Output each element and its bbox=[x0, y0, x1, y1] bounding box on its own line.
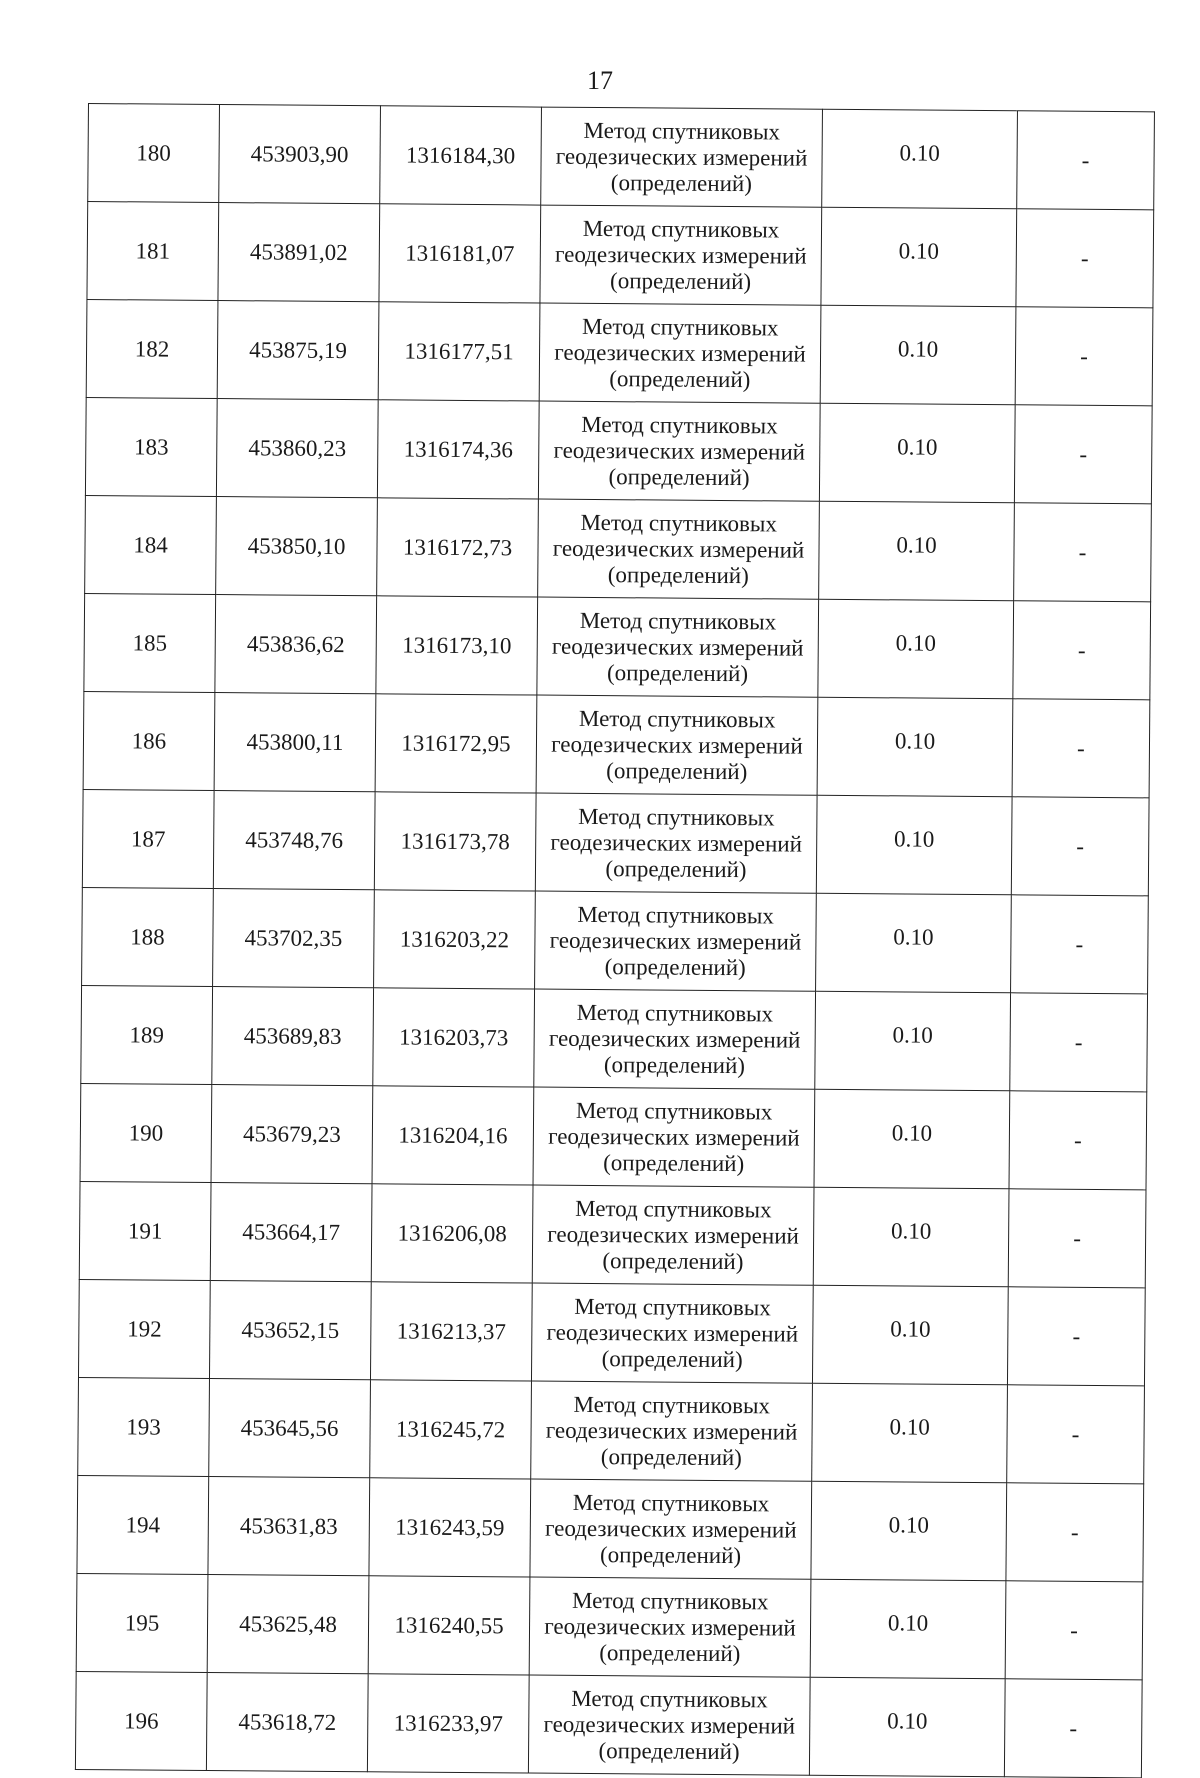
y-coordinate-cell: 1316173,78 bbox=[374, 792, 536, 891]
method-text-line: геодезических измерений bbox=[550, 829, 803, 857]
coordinates-table-wrapper bbox=[75, 103, 1155, 1778]
x-coordinate-cell: 453645,56 bbox=[209, 1378, 371, 1477]
table-row bbox=[87, 202, 1154, 308]
method-text-line: геодезических измерений bbox=[546, 1319, 799, 1347]
table-row bbox=[83, 691, 1150, 797]
method-text-line: Метод спутниковых bbox=[577, 901, 774, 928]
y-coordinate-cell: 1316172,73 bbox=[377, 498, 539, 597]
point-number-cell: 185 bbox=[84, 593, 216, 692]
accuracy-cell: 0.10 bbox=[822, 109, 1018, 209]
accuracy-cell: 0.10 bbox=[816, 893, 1012, 993]
y-coordinate-cell: 1316177,51 bbox=[378, 302, 540, 401]
x-coordinate-cell: 453679,23 bbox=[211, 1085, 373, 1184]
table-row bbox=[78, 1377, 1145, 1483]
method-text-line: геодезических измерений bbox=[549, 927, 802, 955]
x-coordinate-cell: 453748,76 bbox=[213, 791, 375, 890]
table-row bbox=[75, 1671, 1142, 1777]
method-text-line: (определений) bbox=[605, 855, 747, 882]
point-number-cell: 193 bbox=[78, 1377, 210, 1476]
table-row bbox=[86, 299, 1153, 405]
point-number-cell: 190 bbox=[80, 1083, 212, 1182]
extra-cell: - bbox=[1005, 1581, 1143, 1680]
method-text-line: Метод спутниковых bbox=[581, 411, 778, 438]
method-text-line: Метод спутниковых bbox=[574, 1293, 771, 1320]
method-cell bbox=[540, 205, 822, 305]
x-coordinate-cell: 453891,02 bbox=[218, 203, 380, 302]
extra-cell: - bbox=[1011, 895, 1149, 994]
method-text-line: (определений) bbox=[609, 267, 752, 294]
extra-cell: - bbox=[1014, 405, 1152, 504]
x-coordinate-cell: 453664,17 bbox=[210, 1182, 372, 1281]
y-coordinate-cell: 1316203,22 bbox=[374, 890, 536, 989]
extra-cell: - bbox=[1010, 993, 1148, 1092]
method-cell bbox=[533, 1087, 815, 1187]
point-number-cell: 182 bbox=[86, 299, 218, 398]
extra-cell: - bbox=[1009, 1091, 1147, 1190]
method-text-line: (определений) bbox=[599, 1639, 741, 1666]
method-text-line: Метод спутниковых bbox=[572, 1489, 770, 1516]
method-text-line: геодезических измерений bbox=[548, 1123, 800, 1151]
method-cell bbox=[529, 1577, 811, 1677]
x-coordinate-cell: 453631,83 bbox=[208, 1476, 370, 1575]
point-number-cell: 180 bbox=[88, 104, 220, 203]
table-row bbox=[82, 887, 1149, 993]
table-row bbox=[80, 1083, 1147, 1189]
table-row bbox=[85, 495, 1152, 601]
coordinates-table-body bbox=[75, 104, 1154, 1778]
method-text-line: геодезических измерений bbox=[544, 1515, 797, 1543]
method-text-line: Метод спутниковых bbox=[573, 1391, 771, 1418]
method-text-line: (определений) bbox=[606, 659, 749, 686]
method-text-line: (определений) bbox=[609, 365, 751, 392]
table-row bbox=[88, 104, 1155, 210]
point-number-cell: 189 bbox=[81, 985, 213, 1084]
method-text-line: (определений) bbox=[602, 1247, 744, 1274]
extra-cell: - bbox=[1011, 797, 1149, 896]
method-text-line: Метод спутниковых bbox=[575, 1097, 773, 1124]
table-row bbox=[82, 789, 1149, 895]
method-text-line: геодезических измерений bbox=[545, 1417, 798, 1445]
y-coordinate-cell: 1316206,08 bbox=[371, 1184, 533, 1283]
method-cell bbox=[538, 499, 820, 599]
y-coordinate-cell: 1316184,30 bbox=[380, 106, 542, 205]
point-number-cell: 186 bbox=[83, 691, 215, 790]
accuracy-cell: 0.10 bbox=[815, 991, 1011, 1091]
method-cell bbox=[539, 303, 821, 403]
method-text-line: Метод спутниковых bbox=[579, 607, 777, 634]
table-row bbox=[77, 1475, 1144, 1581]
x-coordinate-cell: 453618,72 bbox=[206, 1672, 368, 1771]
method-text-line: (определений) bbox=[610, 169, 753, 196]
method-text-line: геодезических измерений bbox=[555, 143, 808, 171]
method-text-line: геодезических измерений bbox=[554, 241, 807, 269]
method-cell bbox=[535, 793, 817, 893]
table-row bbox=[81, 985, 1148, 1091]
method-text-line: геодезических измерений bbox=[551, 731, 803, 759]
accuracy-cell: 0.10 bbox=[812, 1285, 1008, 1385]
y-coordinate-cell: 1316213,37 bbox=[370, 1282, 532, 1381]
extra-cell: - bbox=[1006, 1483, 1144, 1582]
point-number-cell: 192 bbox=[78, 1279, 210, 1378]
x-coordinate-cell: 453903,90 bbox=[219, 105, 381, 204]
point-number-cell: 187 bbox=[82, 789, 214, 888]
method-text-line: геодезических измерений bbox=[547, 1221, 799, 1249]
method-text-line: геодезических измерений bbox=[554, 339, 806, 367]
method-cell bbox=[534, 989, 816, 1089]
accuracy-cell: 0.10 bbox=[818, 599, 1014, 699]
point-number-cell: 194 bbox=[77, 1475, 209, 1574]
method-cell bbox=[530, 1479, 812, 1579]
method-text-line: Метод спутниковых bbox=[583, 117, 781, 144]
method-text-line: Метод спутниковых bbox=[582, 215, 780, 242]
method-text-line: (определений) bbox=[600, 1443, 743, 1470]
method-cell bbox=[531, 1283, 813, 1383]
method-text-line: (определений) bbox=[607, 561, 749, 588]
point-number-cell: 188 bbox=[82, 887, 214, 986]
accuracy-cell: 0.10 bbox=[820, 305, 1016, 405]
accuracy-cell: 0.10 bbox=[816, 795, 1012, 895]
method-text-line: Метод спутниковых bbox=[580, 509, 778, 536]
extra-cell: - bbox=[1007, 1287, 1145, 1386]
method-cell bbox=[536, 695, 818, 795]
point-number-cell: 195 bbox=[76, 1573, 208, 1672]
table-row bbox=[79, 1181, 1146, 1287]
point-number-cell: 196 bbox=[75, 1671, 207, 1770]
y-coordinate-cell: 1316233,97 bbox=[367, 1674, 529, 1773]
accuracy-cell: 0.10 bbox=[810, 1579, 1006, 1679]
y-coordinate-cell: 1316204,16 bbox=[372, 1086, 534, 1185]
method-text-line: Метод спутниковых bbox=[576, 999, 774, 1026]
x-coordinate-cell: 453652,15 bbox=[209, 1280, 371, 1379]
accuracy-cell: 0.10 bbox=[819, 501, 1015, 601]
method-cell bbox=[535, 891, 817, 991]
accuracy-cell: 0.10 bbox=[821, 207, 1017, 307]
extra-cell: - bbox=[1014, 503, 1152, 602]
extra-cell: - bbox=[1016, 209, 1154, 308]
y-coordinate-cell: 1316243,59 bbox=[369, 1478, 531, 1577]
accuracy-cell: 0.10 bbox=[814, 1089, 1010, 1189]
point-number-cell: 191 bbox=[79, 1181, 211, 1280]
extra-cell: - bbox=[1008, 1189, 1146, 1288]
method-text-line: Метод спутниковых bbox=[578, 803, 775, 830]
method-text-line: (определений) bbox=[608, 463, 750, 490]
method-text-line: (определений) bbox=[606, 757, 748, 784]
method-text-line: Метод спутниковых bbox=[571, 1685, 768, 1712]
accuracy-cell: 0.10 bbox=[812, 1383, 1008, 1483]
table-row bbox=[85, 397, 1152, 503]
method-text-line: геодезических измерений bbox=[552, 535, 805, 563]
method-cell bbox=[537, 597, 819, 697]
x-coordinate-cell: 453836,62 bbox=[215, 595, 377, 694]
x-coordinate-cell: 453689,83 bbox=[212, 987, 374, 1086]
page-number: 17 bbox=[587, 66, 613, 95]
accuracy-cell: 0.10 bbox=[819, 403, 1015, 503]
method-text-line: Метод спутниковых bbox=[575, 1195, 772, 1222]
y-coordinate-cell: 1316240,55 bbox=[368, 1576, 530, 1675]
method-text-line: геодезических измерений bbox=[548, 1025, 801, 1053]
method-text-line: (определений) bbox=[604, 953, 746, 980]
x-coordinate-cell: 453702,35 bbox=[213, 889, 375, 988]
x-coordinate-cell: 453875,19 bbox=[217, 301, 379, 400]
y-coordinate-cell: 1316203,73 bbox=[373, 988, 535, 1087]
accuracy-cell: 0.10 bbox=[817, 697, 1013, 797]
method-cell bbox=[541, 107, 823, 207]
extra-cell: - bbox=[1004, 1679, 1142, 1778]
method-text-line: геодезических измерений bbox=[544, 1613, 796, 1641]
method-text-line: Метод спутниковых bbox=[571, 1587, 769, 1614]
y-coordinate-cell: 1316172,95 bbox=[375, 694, 537, 793]
method-text-line: (определений) bbox=[603, 1149, 745, 1176]
method-cell bbox=[528, 1675, 810, 1775]
extra-cell: - bbox=[1012, 699, 1150, 798]
y-coordinate-cell: 1316173,10 bbox=[376, 596, 538, 695]
x-coordinate-cell: 453625,48 bbox=[207, 1574, 369, 1673]
method-text-line: (определений) bbox=[598, 1737, 740, 1764]
extra-cell: - bbox=[1015, 307, 1153, 406]
method-text-line: (определений) bbox=[601, 1345, 743, 1372]
point-number-cell: 183 bbox=[85, 397, 217, 496]
x-coordinate-cell: 453800,11 bbox=[214, 693, 376, 792]
table-row bbox=[76, 1573, 1143, 1679]
extra-cell: - bbox=[1007, 1385, 1145, 1484]
method-cell bbox=[532, 1185, 814, 1285]
method-text-line: геодезических измерений bbox=[551, 633, 804, 661]
x-coordinate-cell: 453860,23 bbox=[216, 399, 378, 498]
table-row bbox=[78, 1279, 1145, 1385]
method-text-line: геодезических измерений bbox=[543, 1711, 796, 1739]
y-coordinate-cell: 1316245,72 bbox=[370, 1380, 532, 1479]
method-text-line: Метод спутниковых bbox=[578, 705, 776, 732]
method-text-line: геодезических измерений bbox=[553, 437, 806, 465]
method-cell bbox=[531, 1381, 813, 1481]
y-coordinate-cell: 1316174,36 bbox=[377, 400, 539, 499]
point-number-cell: 181 bbox=[87, 202, 219, 301]
y-coordinate-cell: 1316181,07 bbox=[379, 204, 541, 303]
accuracy-cell: 0.10 bbox=[813, 1187, 1009, 1287]
extra-cell: - bbox=[1017, 111, 1155, 210]
method-text-line: (определений) bbox=[603, 1051, 746, 1078]
x-coordinate-cell: 453850,10 bbox=[216, 497, 378, 596]
point-number-cell: 184 bbox=[85, 495, 217, 594]
method-text-line: (определений) bbox=[599, 1541, 742, 1568]
method-text-line: Метод спутниковых bbox=[581, 313, 779, 340]
coordinates-table bbox=[75, 103, 1155, 1778]
accuracy-cell: 0.10 bbox=[811, 1481, 1007, 1581]
method-cell bbox=[538, 401, 820, 501]
extra-cell: - bbox=[1013, 601, 1151, 700]
table-row bbox=[84, 593, 1151, 699]
accuracy-cell: 0.10 bbox=[809, 1677, 1005, 1777]
